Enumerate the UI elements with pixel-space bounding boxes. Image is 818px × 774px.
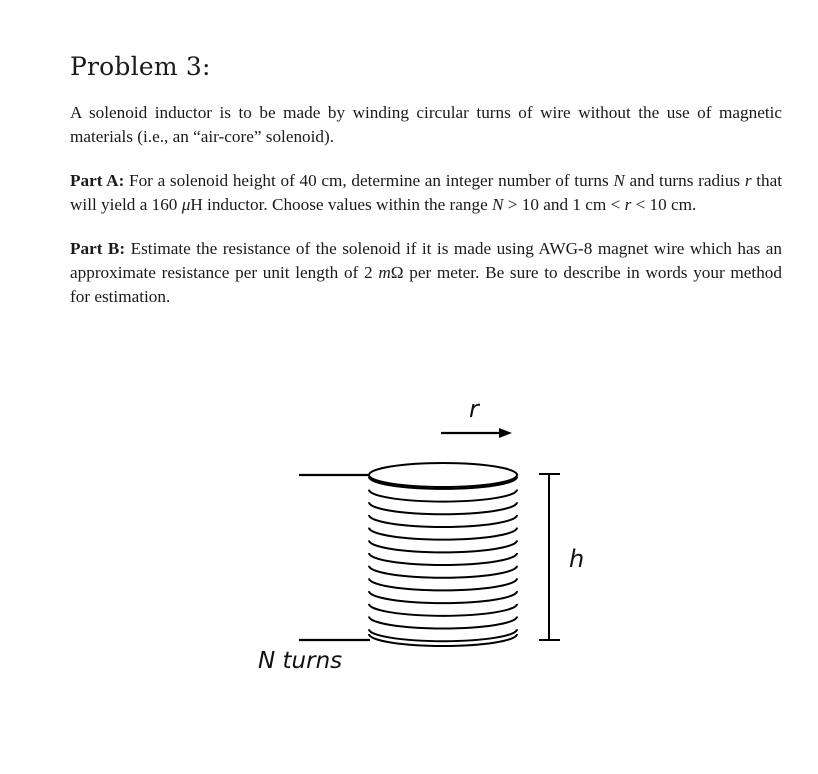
part-a-text-1: For a solenoid height of 40 cm, determine an integer number of turns bbox=[124, 171, 614, 190]
part-b-text-1: Estimate the resistance of the solenoid if it is made using AWG-8 magnet wire which has an approximate resistance per unit length of 2 bbox=[70, 239, 782, 282]
part-a-var-r2: r bbox=[624, 195, 632, 214]
coil-turn bbox=[369, 528, 517, 540]
part-a-text-3: that will yield a 160 bbox=[70, 171, 782, 214]
label-n-turns: N turns bbox=[258, 648, 343, 674]
part-b-paragraph bbox=[70, 237, 782, 309]
part-b-label: Part B: bbox=[70, 239, 126, 258]
coil-turn bbox=[369, 591, 517, 603]
coil-turn bbox=[369, 566, 517, 578]
coil-turn bbox=[369, 578, 517, 590]
label-h: h bbox=[569, 545, 585, 573]
coil-turn bbox=[369, 477, 517, 489]
problem-body bbox=[70, 52, 782, 329]
radius-arrow-head bbox=[499, 428, 512, 438]
coil-turns bbox=[369, 463, 517, 646]
part-a-label: Part A: bbox=[70, 171, 125, 190]
part-b-text-2: Ω per meter. Be sure to describe in words your method for estimation. bbox=[70, 263, 782, 306]
part-a-var-n2: N bbox=[492, 195, 504, 214]
coil-turn bbox=[369, 490, 517, 502]
coil-turn bbox=[369, 629, 517, 641]
coil-turn bbox=[369, 515, 517, 527]
part-a-text-5: > 10 and 1 cm < bbox=[503, 195, 625, 214]
part-a-var-r: r bbox=[744, 171, 752, 190]
coil-turn bbox=[369, 553, 517, 565]
part-a-text-4: H inductor. Choose values within the range bbox=[190, 195, 493, 214]
coil-turn bbox=[369, 604, 517, 616]
problem-intro: A solenoid inductor is to be made by winding circular turns of wire without the use of magnetic materials (i.e., an “air-core” solenoid). bbox=[70, 103, 782, 146]
problem-title: Problem 3: bbox=[70, 52, 211, 81]
coil-top-ring bbox=[369, 463, 517, 487]
coil-turn bbox=[369, 502, 517, 514]
coil-turn bbox=[369, 617, 517, 629]
part-a-var-n: N bbox=[613, 171, 625, 190]
part-a-paragraph bbox=[70, 169, 782, 217]
part-a-text-6: < 10 cm. bbox=[631, 195, 697, 214]
coil-bottom-turn bbox=[369, 634, 517, 646]
part-b-unit-m: m bbox=[378, 263, 391, 282]
coil-turn bbox=[369, 540, 517, 552]
label-r: r bbox=[469, 395, 479, 423]
part-a-mu: μ bbox=[181, 195, 191, 214]
part-a-text-2: and turns radius bbox=[624, 171, 745, 190]
